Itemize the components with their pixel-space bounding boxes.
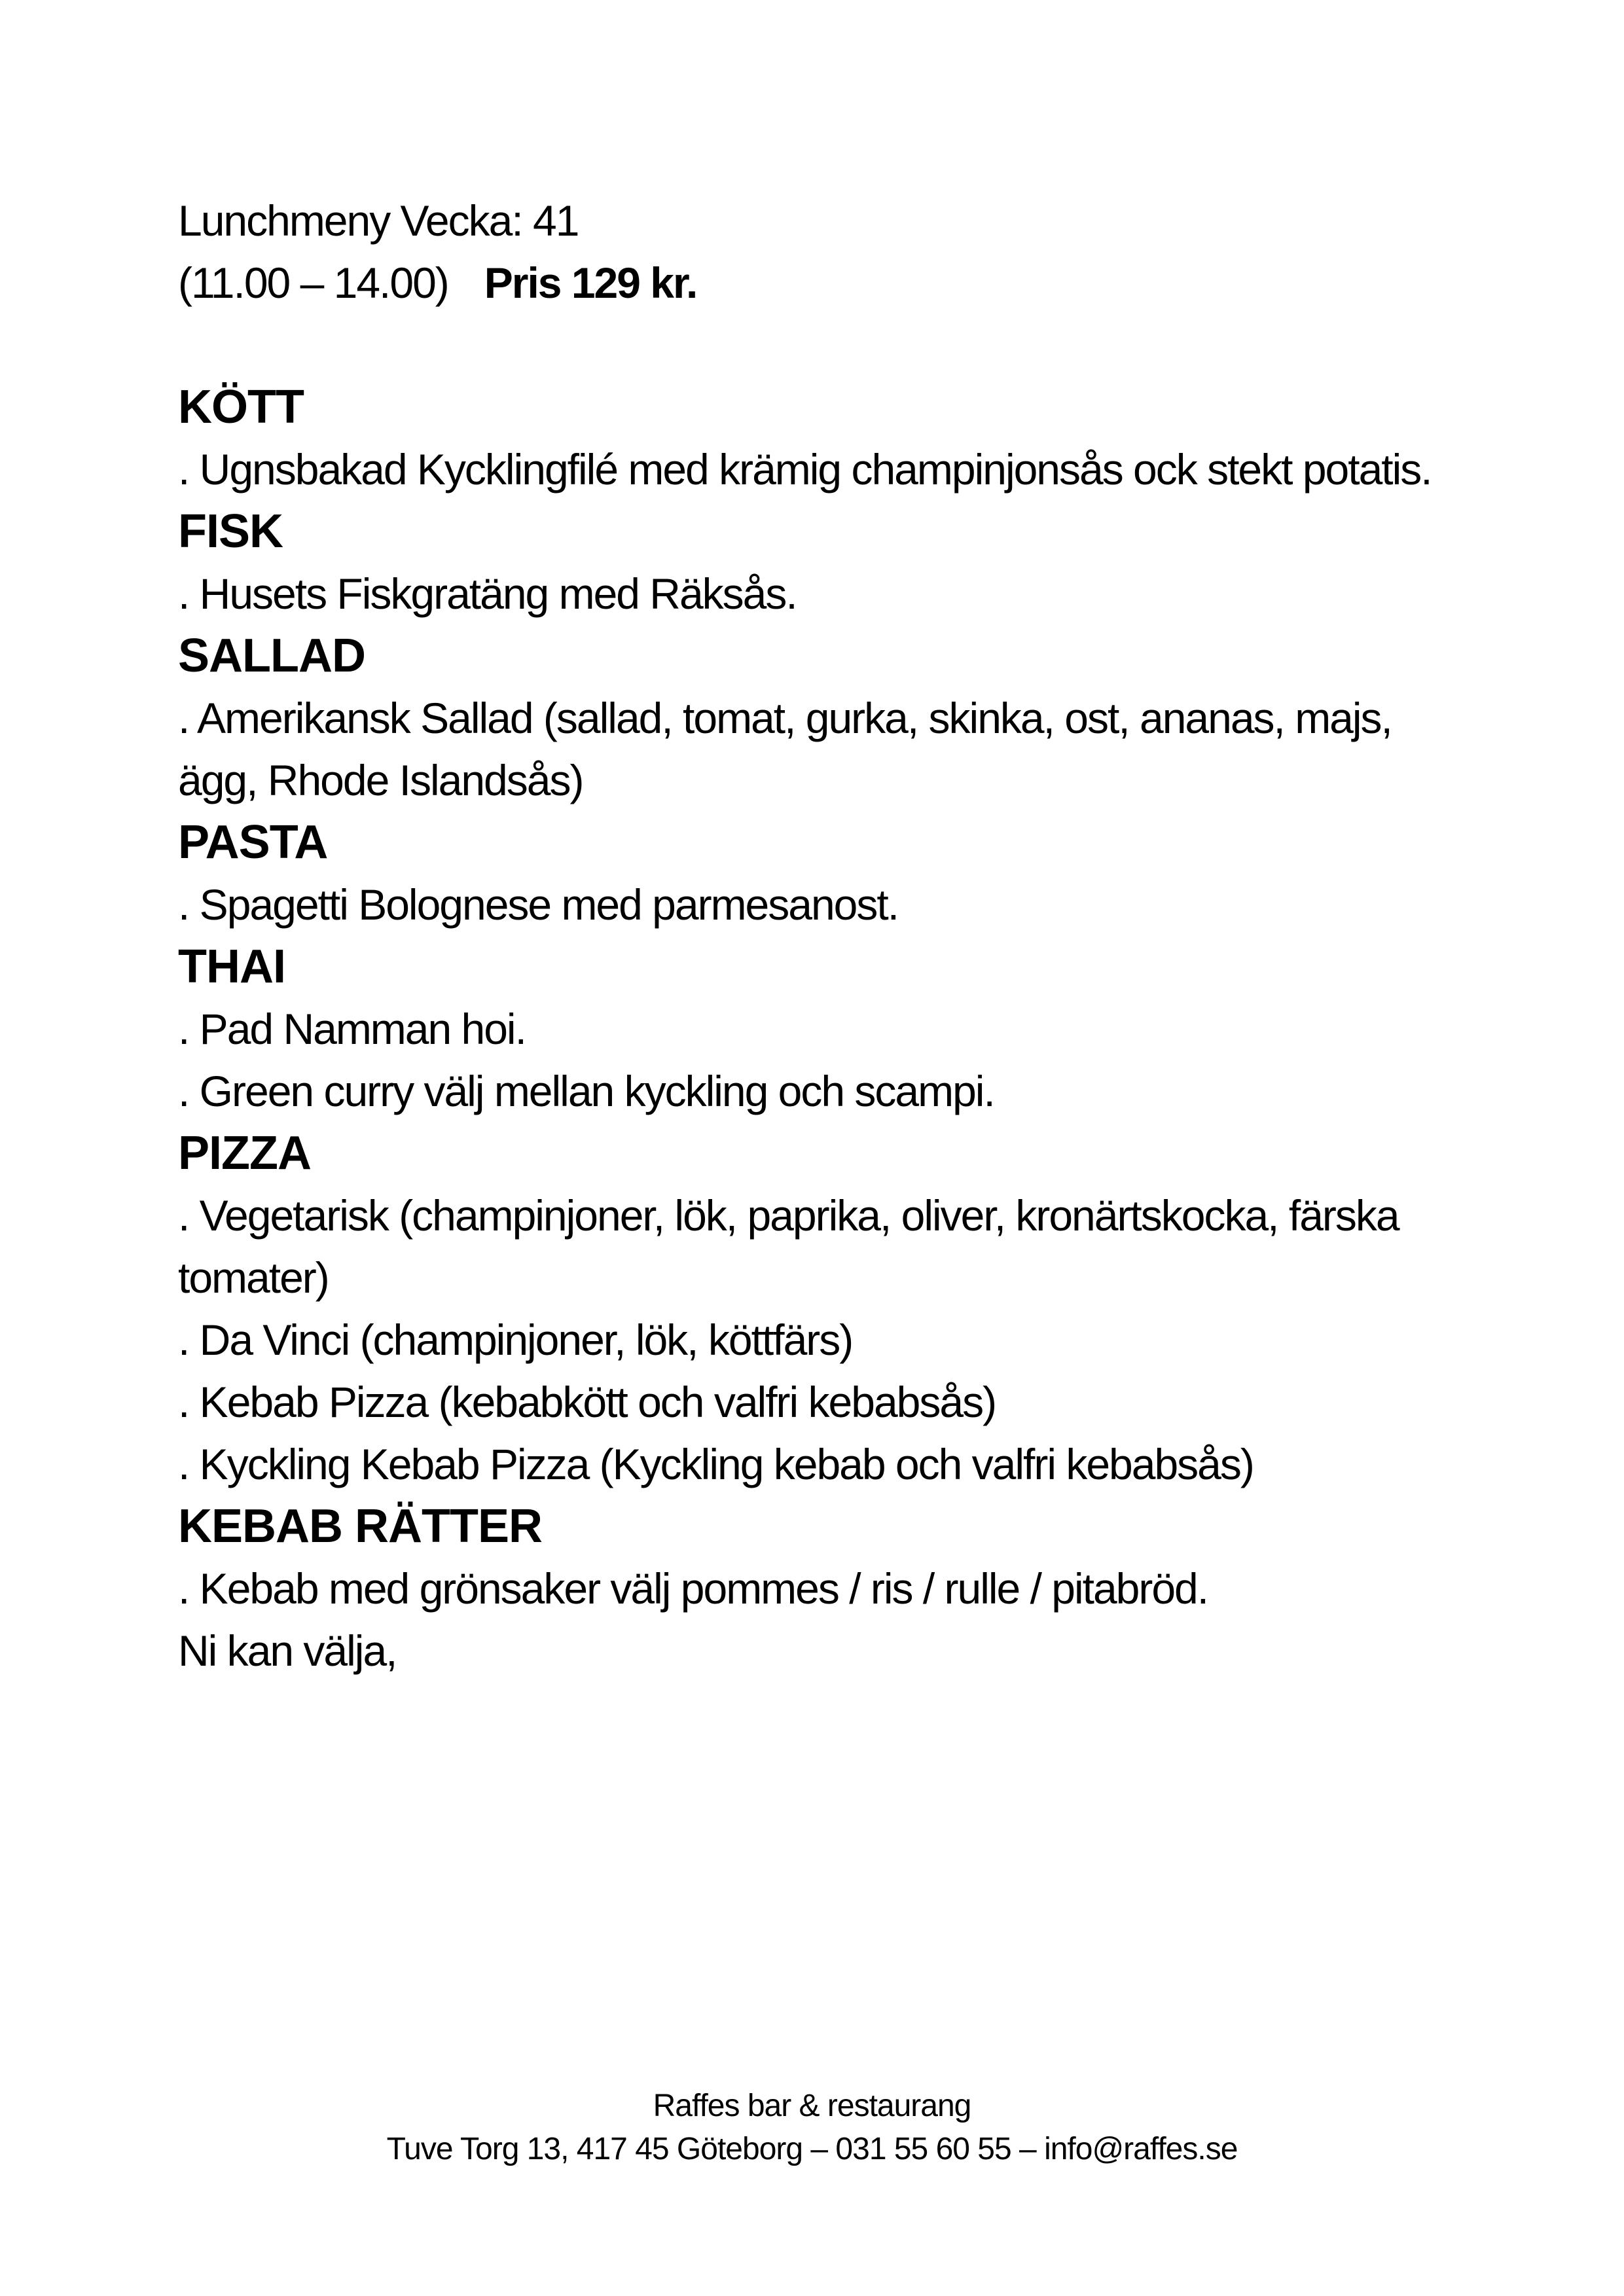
footer-restaurant-name: Raffes bar & restaurang [653, 2089, 971, 2123]
menu-item: . Kebab med grönsaker välj pommes / ris / rulle / pitabröd. [178, 1564, 1208, 1613]
menu-item: . Kyckling Kebab Pizza (Kyckling kebab och valfri kebabsås) [178, 1440, 1254, 1488]
menu-subtitle [178, 252, 1471, 314]
price-label: Pris 129 kr. [484, 259, 697, 307]
section-heading: PIZZA [178, 1127, 311, 1179]
menu-item: . Pad Namman hoi. [178, 1005, 526, 1053]
section-pasta [178, 812, 1471, 936]
menu-content [178, 190, 1471, 1682]
section-kebab-ratter [178, 1496, 1471, 1682]
section-heading: PASTA [178, 816, 328, 869]
menu-title: Lunchmeny Vecka: 41 [178, 196, 579, 245]
section-heading: FISK [178, 505, 283, 558]
section-thai [178, 936, 1471, 1122]
menu-item: . Husets Fiskgratäng med Räksås. [178, 569, 797, 618]
menu-item: . Ugnsbakad Kycklingfilé med krämig champinjonsås ock stekt potatis. [178, 445, 1432, 493]
section-heading: KÖTT [178, 381, 304, 433]
footer-contact-line: Tuve Torg 13, 417 45 Göteborg – 031 55 60 55 – info@raffes.se [386, 2132, 1238, 2166]
menu-item: . Da Vinci (champinjoner, lök, köttfärs) [178, 1316, 853, 1364]
section-sallad [178, 625, 1471, 812]
section-heading: SALLAD [178, 630, 365, 682]
menu-item: . Green curry välj mellan kyckling och scampi. [178, 1067, 994, 1115]
menu-item: Ni kan välja, [178, 1626, 397, 1675]
section-heading: THAI [178, 941, 285, 993]
menu-item: . Amerikansk Sallad (sallad, tomat, gurka, skinka, ost, ananas, majs, ägg, Rhode Islandsås) [178, 694, 1392, 804]
section-heading: KEBAB RÄTTER [178, 1500, 542, 1552]
menu-header [178, 190, 1471, 314]
menu-item: . Vegetarisk (champinjoner, lök, paprika, oliver, kronärtskocka, färska tomater) [178, 1191, 1399, 1302]
section-pizza [178, 1122, 1471, 1496]
menu-item: . Kebab Pizza (kebabkött och valfri kebabsås) [178, 1378, 996, 1426]
opening-hours: (11.00 – 14.00) [178, 259, 448, 307]
page-footer [0, 2085, 1624, 2171]
section-fisk [178, 501, 1471, 625]
section-kott [178, 376, 1471, 501]
menu-item: . Spagetti Bolognese med parmesanost. [178, 880, 899, 929]
